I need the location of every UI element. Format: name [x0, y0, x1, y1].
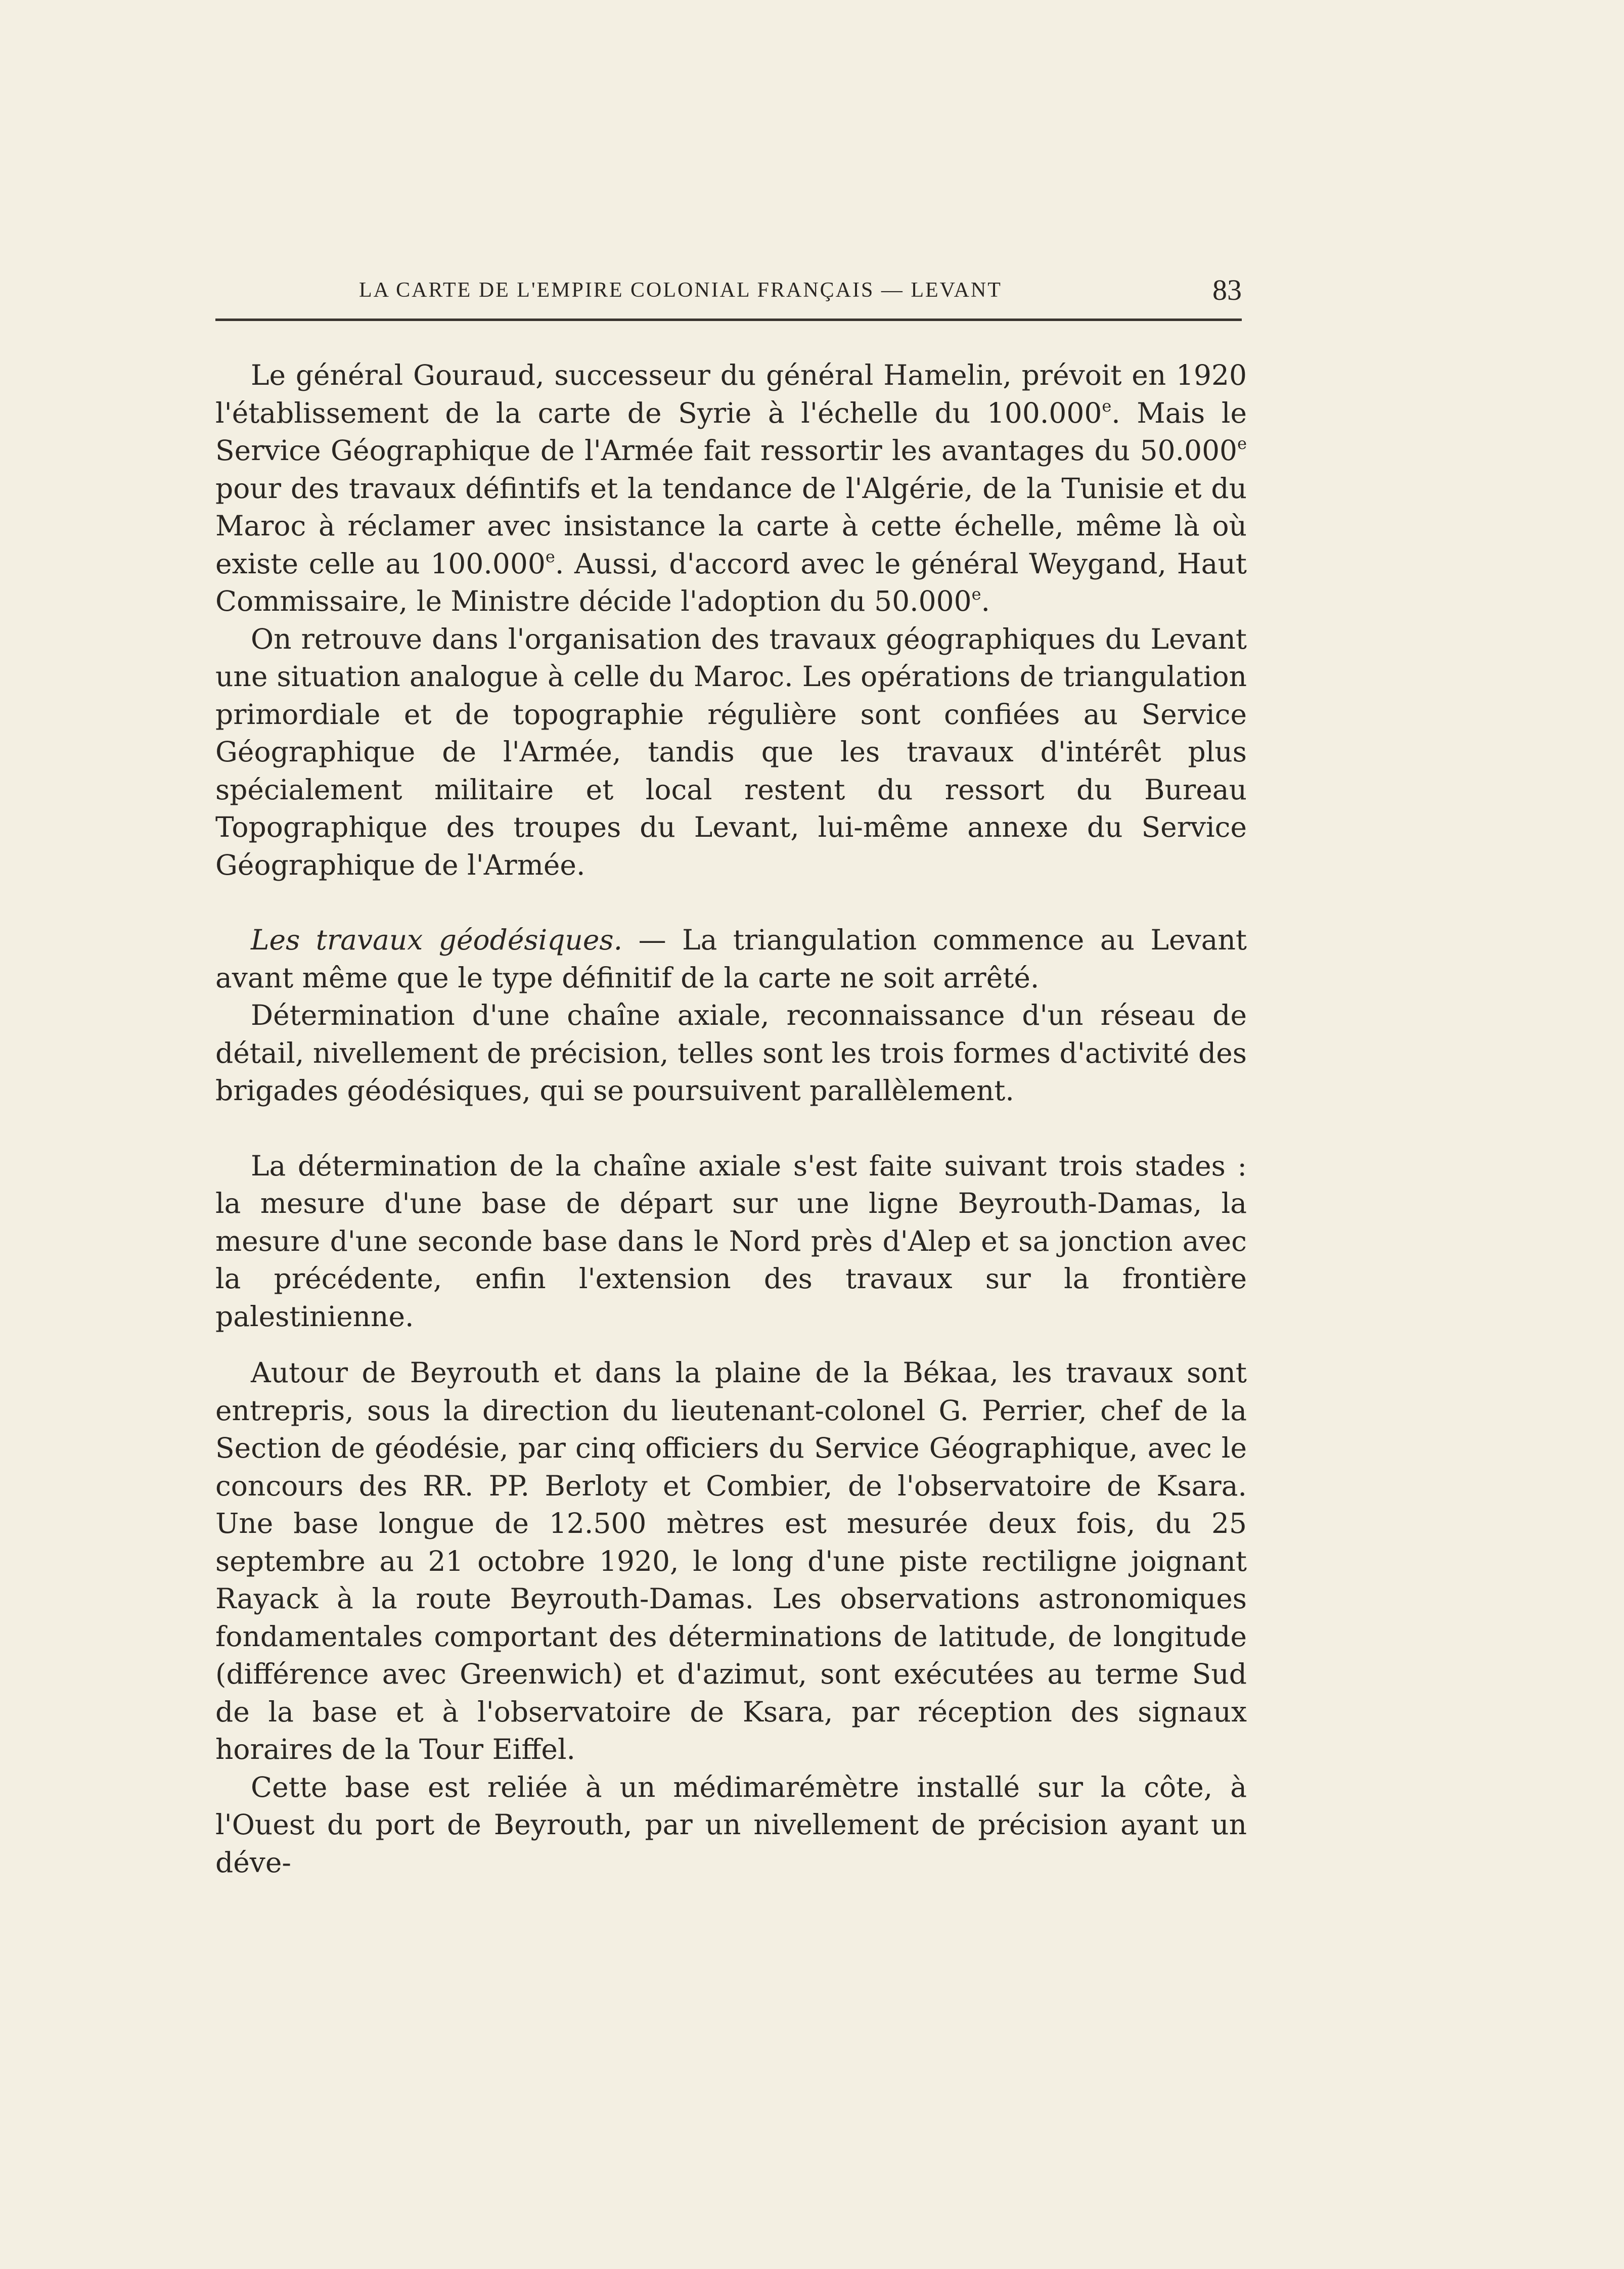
- header-rule: [215, 319, 1242, 321]
- page-header: [215, 268, 1247, 319]
- paragraph-7: Cette base est reliée à un médimarémètre installé sur la côte, à l'Ouest du port de Beyrouth, par un nivellement de précision ayant un déve-: [215, 1771, 1247, 1879]
- running-title: LA CARTE DE L'EMPIRE COLONIAL FRANÇAIS — LEVANT: [359, 279, 1002, 302]
- paragraph-4: Détermination d'une chaîne axiale, reconnaissance d'un réseau de détail, nivellement de précision, telles sont les trois formes d'activité des brigades géodésiques, qui se poursuivent parallèlement.: [215, 999, 1247, 1107]
- paragraph-3: Les travaux géodésiques. — La triangulation commence au Levant avant même que le type définitif de la carte ne soit arrêté.: [215, 924, 1247, 994]
- paragraph-5: La détermination de la chaîne axiale s'est faite suivant trois stades : la mesure d'une base de départ sur une ligne Beyrouth-Damas, la mesure d'une seconde base dans le Nord près d'Alep et sa jonction avec la précédente, enfin l'extension des travaux sur la frontière palestinienne.: [215, 1149, 1247, 1333]
- paragraph-2: On retrouve dans l'organisation des travaux géographiques du Levant une situation analogue à celle du Maroc. Les opérations de triangulation primordiale et de topographie régulière sont confiées au Service Géographique de l'Armée, tandis que les travaux d'intérêt plus spécialement militaire et local restent du ressort du Bureau Topographique des troupes du Levant, lui-même annexe du Service Géographique de l'Armée.: [215, 622, 1247, 881]
- paragraph-6: Autour de Beyrouth et dans la plaine de la Békaa, les travaux sont entrepris, sous la direction du lieutenant-colonel G. Perrier, chef de la Section de géodésie, par cinq officiers du Service Géographique, avec le concours des RR. PP. Berloty et Combier, de l'observatoire de Ksara. Une base longue de 12.500 mètres est mesurée deux fois, du 25 septembre au 21 octobre 1920, le long d'une piste rectiligne joignant Rayack à la route Beyrouth-Damas. Les observations astronomiques fondamentales comportant des déterminations de latitude, de longitude (différence avec Greenwich) et d'azimut, sont exécutées au terme Sud de la base et à l'observatoire de Ksara, par réception des signaux horaires de la Tour Eiffel.: [215, 1356, 1247, 1765]
- body-text: [215, 356, 1247, 1881]
- page-number: 83: [1212, 274, 1242, 306]
- section-heading: Les travaux géodésiques.: [251, 924, 623, 956]
- paragraph-1: Le général Gouraud, successeur du général Hamelin, prévoit en 1920 l'établissement de la carte de Syrie à l'échelle du 100.000e. Mais le Service Géographique de l'Armée fait ressortir les avantages du 50.000e pour des travaux défintifs et la tendance de l'Algérie, de la Tunisie et du Maroc à réclamer avec insistance la carte à cette échelle, même là où existe celle au 100.000e. Aussi, d'accord avec le général Weygand, Haut Commissaire, le Ministre décide l'adoption du 50.000e.: [215, 359, 1247, 617]
